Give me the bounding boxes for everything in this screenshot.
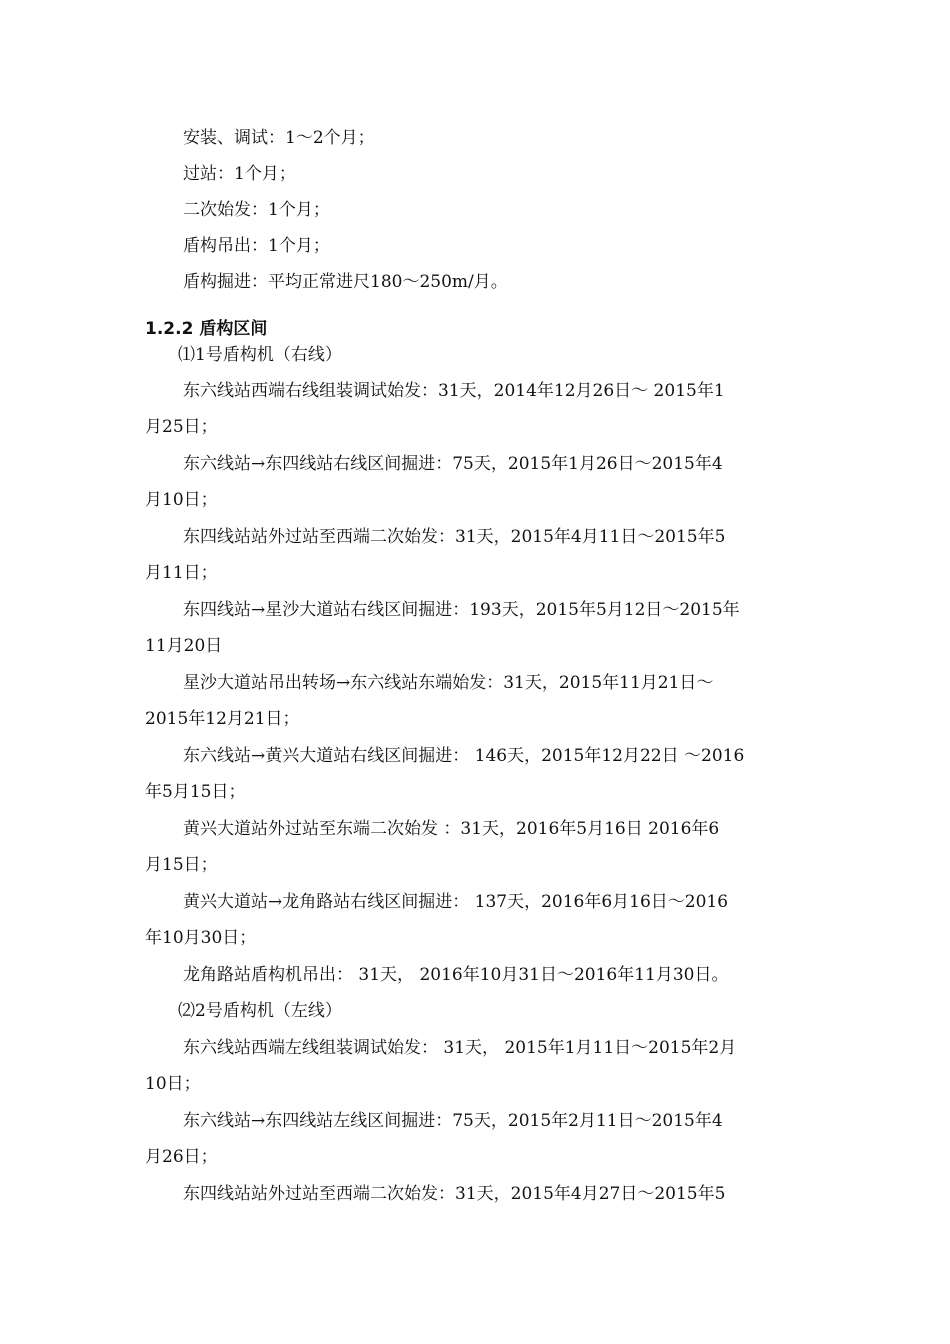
- schedule-hoist-out: 盾构吊出：1个月；: [183, 236, 330, 256]
- machine1-entry-7-line1: 黄兴大道站外过站至东端二次始发 ：31天，2016年5月16日 2016年6: [183, 819, 720, 839]
- machine1-entry-6-line1: 东六线站→黄兴大道站右线区间掘进： 146天，2015年12月22日 ～2016: [183, 746, 745, 766]
- machine1-title: ⑴1号盾构机（右线）: [178, 345, 342, 365]
- machine1-entry-8-line2: 年10月30日；: [145, 928, 257, 948]
- machine1-entry-3-line1: 东四线站站外过站至西端二次始发：31天，2015年4月11日～2015年5: [183, 527, 726, 547]
- machine1-entry-5-line2: 2015年12月21日；: [145, 709, 300, 729]
- schedule-excavation: 盾构掘进：平均正常进尺180～250m/月。: [183, 272, 508, 292]
- machine1-entry-7-line2: 月15日；: [145, 855, 218, 875]
- machine1-entry-8-line1: 黄兴大道站→龙角路站右线区间掘进： 137天，2016年6月16日～2016: [183, 892, 729, 912]
- machine2-entry-2-line1: 东六线站→东四线站左线区间掘进：75天，2015年2月11日～2015年4: [183, 1111, 723, 1131]
- machine2-title: ⑵2号盾构机（左线）: [178, 1001, 342, 1021]
- machine1-entry-1-line1: 东六线站西端右线组装调试始发：31天，2014年12月26日～ 2015年1: [183, 381, 725, 401]
- section-heading: 1.2.2 盾构区间: [145, 319, 268, 339]
- machine1-entry-4-line2: 11月20日: [145, 636, 223, 656]
- machine1-entry-2-line1: 东六线站→东四线站右线区间掘进：75天，2015年1月26日～2015年4: [183, 454, 723, 474]
- schedule-pass-station: 过站：1个月；: [183, 164, 296, 184]
- machine1-entry-2-line2: 月10日；: [145, 490, 218, 510]
- machine1-entry-5-line1: 星沙大道站吊出转场→东六线站东端始发：31天，2015年11月21日～: [183, 673, 714, 693]
- machine2-entry-2-line2: 月26日；: [145, 1147, 218, 1167]
- machine1-entry-6-line2: 年5月15日；: [145, 782, 246, 802]
- machine1-entry-9-line1: 龙角路站盾构机吊出： 31天， 2016年10月31日～2016年11月30日。: [183, 965, 729, 985]
- schedule-second-launch: 二次始发：1个月；: [183, 200, 330, 220]
- machine2-entry-3-line1: 东四线站站外过站至西端二次始发：31天，2015年4月27日～2015年5: [183, 1184, 726, 1204]
- machine1-entry-1-line2: 月25日；: [145, 417, 218, 437]
- schedule-install: 安装、调试：1～2个月；: [183, 128, 375, 148]
- machine1-entry-3-line2: 月11日；: [145, 563, 218, 583]
- machine2-entry-1-line2: 10日；: [145, 1074, 201, 1094]
- machine1-entry-4-line1: 东四线站→星沙大道站右线区间掘进：193天，2015年5月12日～2015年: [183, 600, 740, 620]
- machine2-entry-1-line1: 东六线站西端左线组装调试始发： 31天， 2015年1月11日～2015年2月: [183, 1038, 737, 1058]
